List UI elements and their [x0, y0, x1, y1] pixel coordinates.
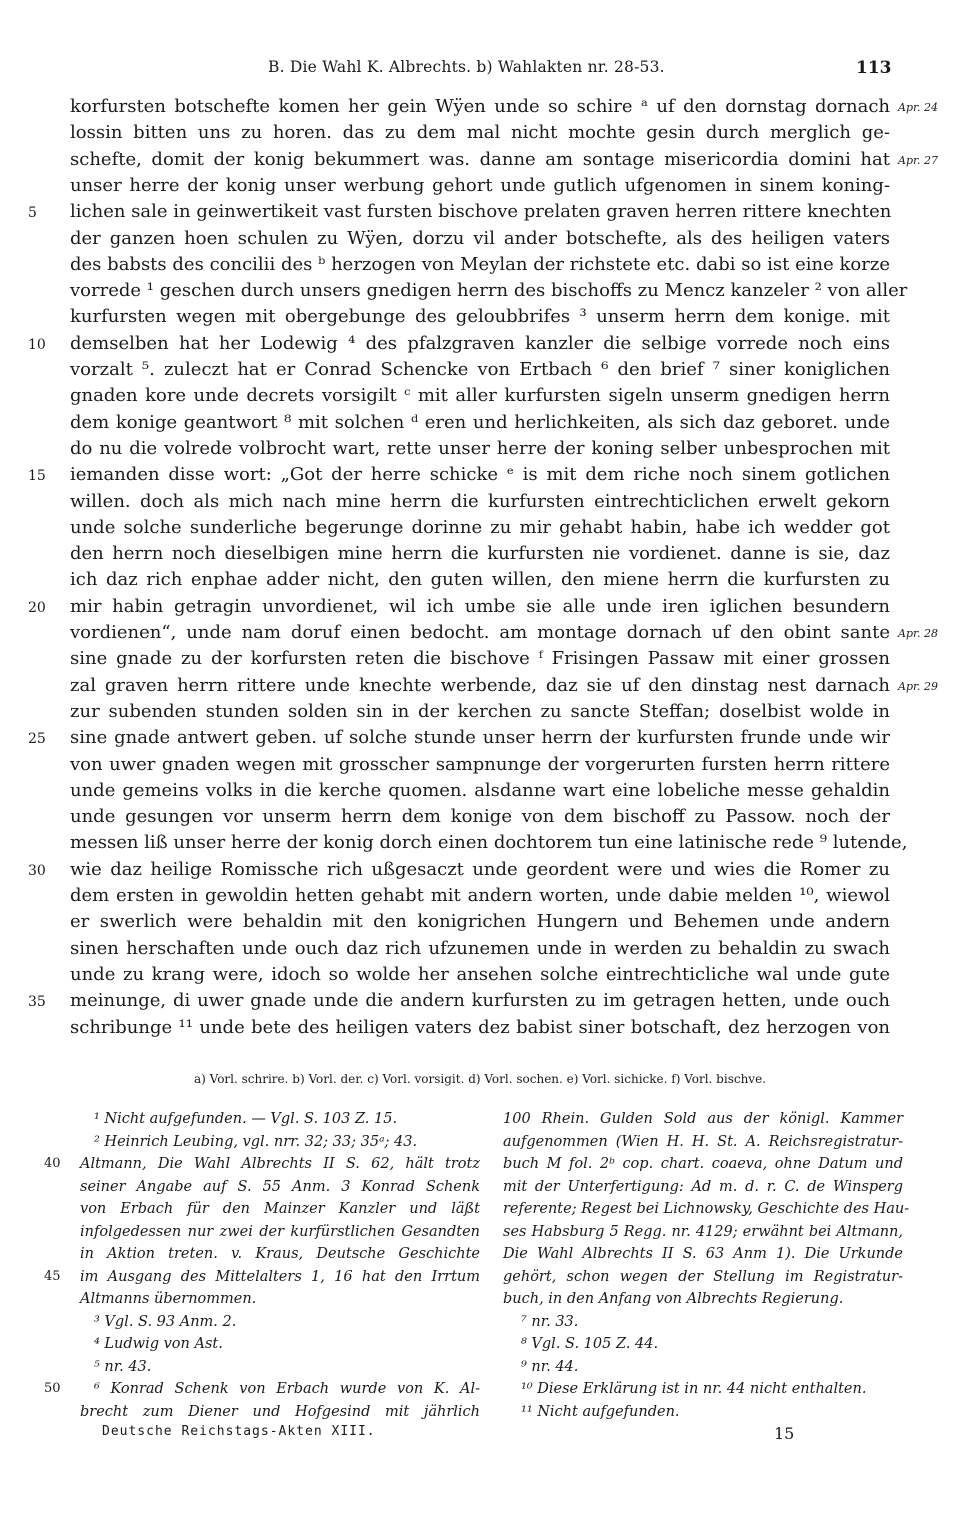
footnote-line: Altmanns übernommen.	[80, 1291, 257, 1307]
text-line: meinunge, di uwer gnade unde die andern kurfursten zu im getragen hetten, unde ouch	[70, 990, 890, 1011]
footnote-line: ⁹ nr. 44.	[521, 1359, 579, 1375]
variant-readings: a) Vorl. schrire. b) Vorl. der. c) Vorl. vorsigit. d) Vorl. sochen. e) Vorl. sichicke. f) Vorl. bischve.	[193, 1072, 766, 1086]
running-header	[0, 58, 960, 84]
text-line: mir habin getragin unvordienet, wil ich umbe sie alle unde iren iglichen besundern	[70, 596, 890, 617]
footnote-line: ⁷ nr. 33.	[521, 1314, 579, 1330]
margin-date: Apr. 27	[898, 154, 939, 167]
footnote-line: im Ausgang des Mittelalters 1, 16 hat den Irrtum	[80, 1269, 480, 1285]
line-number: 15	[28, 468, 46, 484]
text-line: er swerlich were behaldin mit den konigrichen Hungern und Behemen unde andern	[70, 911, 890, 932]
running-title: B. Die Wahl K. Albrechts. b) Wahlakten nr. 28-53.	[268, 58, 665, 76]
footnote-line: ⁸ Vgl. S. 105 Z. 44.	[521, 1336, 659, 1352]
text-line: lossin bitten uns zu horen. das zu dem mal nicht mochte gesin durch merglich ge-	[70, 122, 890, 143]
text-line: unde solche sunderliche begerunge dorinne zu mir gehabt habin, habe ich wedder got	[70, 517, 890, 538]
text-line: vordienen“, unde nam doruf einen bedocht. am montage dornach uf den obint sante	[70, 622, 890, 643]
footnote-line: ses Habsburg 5 Regg. nr. 4129; erwähnt bei Altmann,	[503, 1224, 903, 1240]
text-line: unde gesungen vor unserm herrn dem konige von dem bischoff zu Passow. noch der	[70, 806, 890, 827]
text-line: kurfursten wegen mit obergebunge des geloubbrifes ³ unserm herrn dem konige. mit	[70, 306, 890, 327]
line-number: 45	[44, 1269, 61, 1284]
page-number: 113	[856, 58, 892, 78]
line-number: 5	[28, 205, 37, 221]
text-line: den herrn noch dieselbigen mine herrn die kurfursten nie vordienet. danne is sie, daz	[70, 543, 890, 564]
footnote-line: 100 Rhein. Gulden Sold aus der königl. Kammer	[503, 1111, 903, 1127]
text-line: unser herre der konig unser werbung gehort unde gutlich ufgenomen in sinem koning-	[70, 175, 890, 196]
text-line: des babsts des concilii des ᵇ herzogen von Meylan der richstete etc. dabi so ist eine korze	[70, 254, 890, 275]
text-line: willen. doch als mich nach mine herrn die kurfursten eintrechticlichen erwelt gekorn	[70, 491, 890, 512]
text-line: unde gemeins volks in die kerche quomen. alsdanne wart eine lobeliche messe gehaldin	[70, 780, 890, 801]
margin-date: Apr. 29	[898, 680, 939, 693]
line-number: 10	[28, 337, 46, 353]
margin-date: Apr. 28	[898, 627, 939, 640]
text-line: sine gnade antwert geben. uf solche stunde unser herrn der kurfursten frunde unde wir	[70, 727, 890, 748]
footnote-line: ¹ Nicht aufgefunden. — Vgl. S. 103 Z. 15.	[94, 1111, 398, 1127]
footnote-line: Die Wahl Albrechts II S. 63 Anm 1). Die Urkunde	[503, 1246, 903, 1262]
text-line: von uwer gnaden wegen mit grosscher sampnunge der vorgerurten fursten herrn rittere	[70, 754, 890, 775]
line-number: 40	[44, 1156, 61, 1171]
text-line: zur subenden stunden solden sin in der kerchen zu sancte Steffan; doselbist wolde in	[70, 701, 890, 722]
footnote-line: mit der Unterfertigung: Ad m. d. r. C. de Winsperg	[503, 1179, 903, 1195]
line-number: 20	[28, 600, 46, 616]
text-line: iemanden disse wort: „Got der herre schicke ᵉ is mit dem riche noch sinem gotlichen	[70, 464, 890, 485]
text-line: lichen sale in geinwertikeit vast fursten bischove prelaten graven herren rittere knechten	[70, 201, 892, 222]
line-number: 50	[44, 1381, 61, 1396]
line-number: 30	[28, 863, 46, 879]
text-line: vorrede ¹ geschen durch unsers gnedigen herrn des bischoffs zu Mencz kanzeler ² von aller	[70, 280, 908, 301]
footnote-line: seiner Angabe auf S. 55 Anm. 3 Konrad Schenk	[80, 1179, 480, 1195]
footnote-line: ⁵ nr. 43.	[94, 1359, 152, 1375]
series-title: Deutsche Reichstags-Akten XIII.	[102, 1424, 376, 1439]
text-line: messen liß unser herre der konig dorch einen dochtorem tun eine latinische rede ⁹ lutende,	[70, 832, 908, 853]
footnote-line: buch M fol. 2ᵇ cop. chart. coaeva, ohne Datum und	[503, 1156, 903, 1172]
footnote-line: gehört, schon wegen der Stellung im Registratur-	[503, 1269, 903, 1285]
footnote-line: ⁴ Ludwig von Ast.	[94, 1336, 223, 1352]
footnote-line: ⁶ Konrad Schenk von Erbach wurde von K. Al-	[94, 1381, 480, 1397]
text-line: gnaden kore unde decrets vorsigilt ᶜ mit aller kurfursten sigeln unserm gnedigen herrn	[70, 385, 890, 406]
signature-mark: 15	[774, 1424, 795, 1443]
text-line: dem ersten in gewoldin hetten gehabt mit andern worten, unde dabie melden ¹⁰, wiewol	[70, 885, 890, 906]
footnote-line: in Aktion treten. v. Kraus, Deutsche Geschichte	[80, 1246, 480, 1262]
line-number: 25	[28, 731, 46, 747]
footnote-line: buch, in den Anfang von Albrechts Regierung.	[503, 1291, 844, 1307]
footnote-line: ³ Vgl. S. 93 Anm. 2.	[94, 1314, 237, 1330]
line-number: 35	[28, 994, 46, 1010]
text-line: vorzalt ⁵. zuleczt hat er Conrad Schencke von Ertbach ⁶ den brief ⁷ siner koniglichen	[70, 359, 890, 380]
text-line: zal graven herrn rittere unde knechte werbende, daz sie uf den dinstag nest darnach	[70, 675, 890, 696]
text-line: schefte, domit der konig bekummert was. danne am sontage misericordia domini hat	[70, 149, 890, 170]
footnote-line: referente; Regest bei Lichnowsky, Geschichte des Hau-	[503, 1201, 910, 1217]
footnote-line: von Erbach für den Mainzer Kanzler und läßt	[80, 1201, 480, 1217]
text-line: wie daz heilige Romissche rich ußgesaczt unde geordent were und wies die Romer zu	[70, 859, 890, 880]
footnote-line: Altmann, Die Wahl Albrechts II S. 62, hält trotz	[80, 1156, 480, 1172]
text-line: sinen herschaften unde ouch daz rich ufzunemen unde in werden zu behaldin zu swach	[70, 938, 890, 959]
text-line: demselben hat her Lodewig ⁴ des pfalzgraven kanzler die selbige vorrede noch eins	[70, 333, 890, 354]
footnote-line: brecht zum Diener und Hofgesind mit jährlich	[80, 1404, 480, 1420]
footnote-line: ¹¹ Nicht aufgefunden.	[521, 1404, 680, 1420]
page-footer	[0, 1424, 960, 1446]
text-line: unde zu krang were, idoch so wolde her ansehen solche eintrechticliche wal unde gute	[70, 964, 890, 985]
text-line: der ganzen hoen schulen zu Wÿen, dorzu vil ander botschefte, als des heiligen vaters	[70, 228, 890, 249]
text-line: korfursten botschefte komen her gein Wÿen unde so schire ᵃ uf den dornstag dornach	[70, 96, 890, 117]
text-line: schribunge ¹¹ unde bete des heiligen vaters dez babist siner botschaft, dez herzogen von	[70, 1017, 890, 1038]
margin-date: Apr. 24	[898, 101, 939, 114]
footnote-line: aufgenommen (Wien H. H. St. A. Reichsregistratur-	[503, 1134, 903, 1150]
text-line: do nu die volrede volbrocht wart, rette unser herre der koning selber unbesprochen mit	[70, 438, 890, 459]
text-line: ich daz rich enphae adder nicht, den guten willen, den miene herrn die kurfursten zu	[70, 569, 890, 590]
text-line: dem konige geantwort ⁸ mit solchen ᵈ eren und herlichkeiten, als sich daz geboret. unde	[70, 412, 890, 433]
footnote-line: infolgedessen nur zwei der kurfürstlichen Gesandten	[80, 1224, 480, 1240]
text-line: sine gnade zu der korfursten reten die bischove ᶠ Frisingen Passaw mit einer grossen	[70, 648, 890, 669]
footnote-line: ² Heinrich Leubing, vgl. nrr. 32; 33; 35ᵃ; 43.	[94, 1134, 418, 1150]
footnote-line: ¹⁰ Diese Erklärung ist in nr. 44 nicht enthalten.	[521, 1381, 867, 1397]
